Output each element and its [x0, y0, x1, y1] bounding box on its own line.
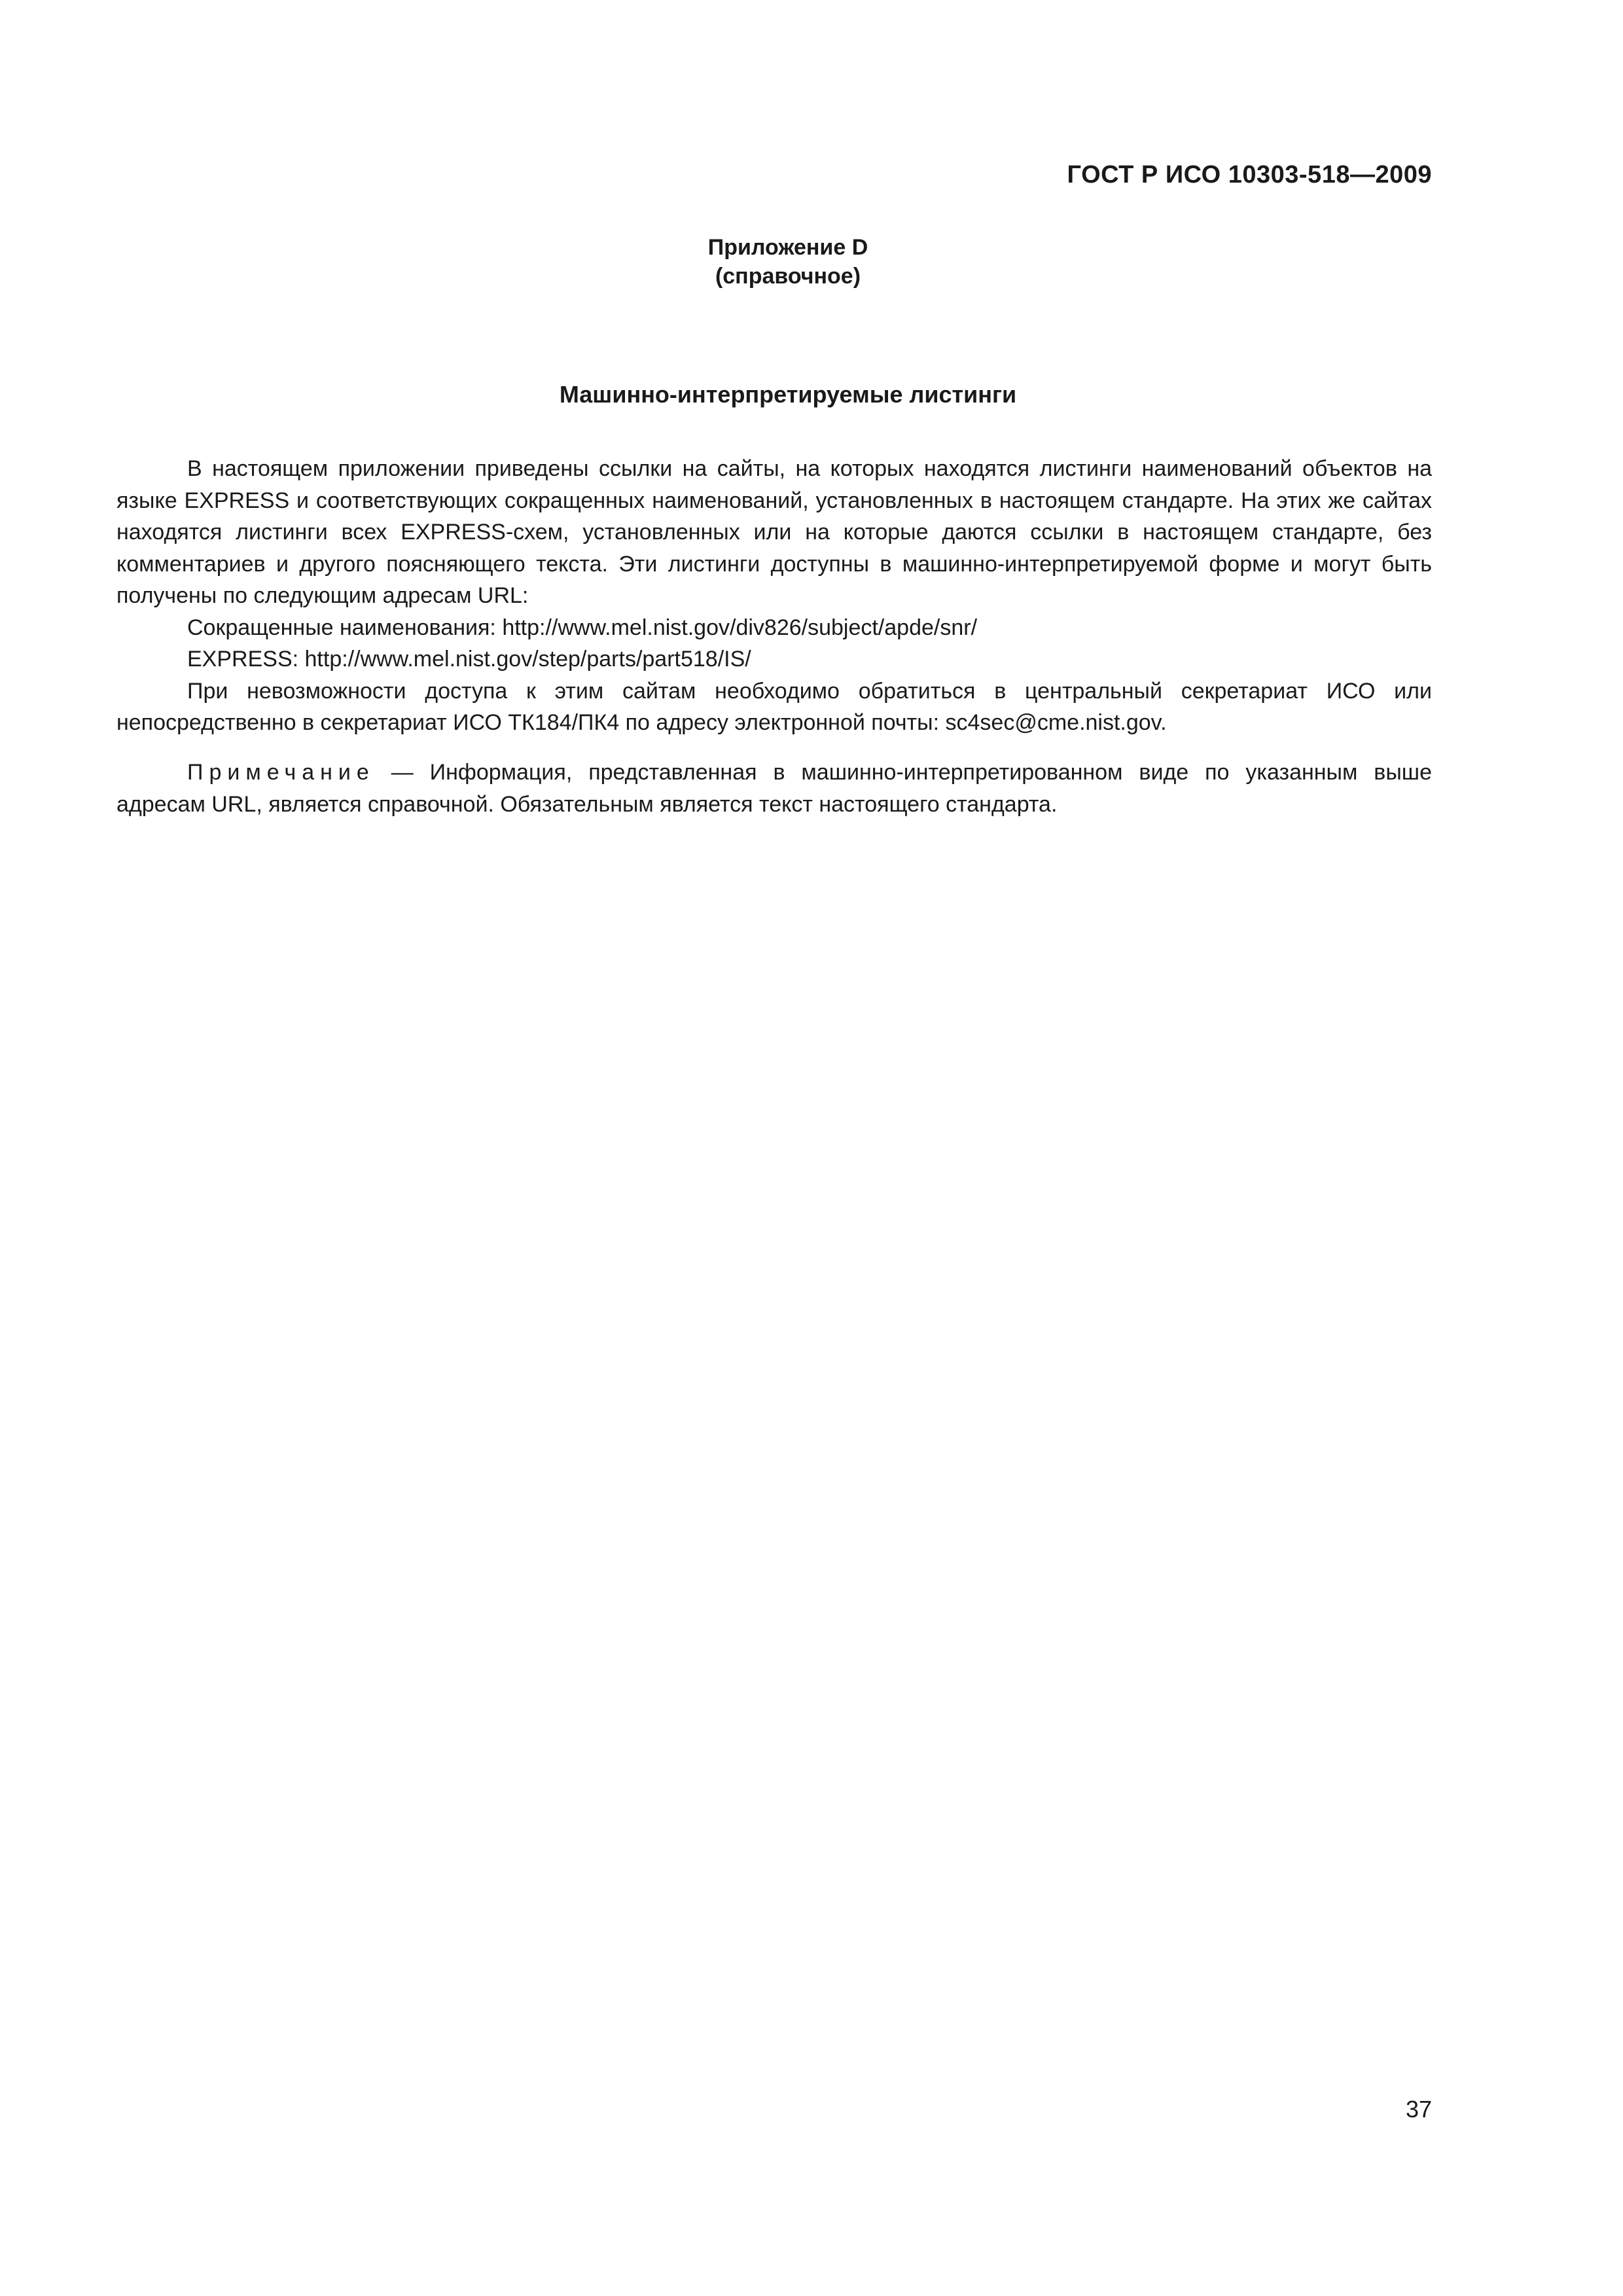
appendix-type: (справочное): [715, 264, 861, 289]
note-text: — Информация, представленная в машинно-интерпретированном виде по указанным выше адресам URL, является справочной. Обязательным является текст настоящего стандарта.: [116, 760, 1432, 817]
contact-paragraph: При невозможности доступа к этим сайтам необходимо обратиться в центральный секретариат ИСО или непосредственно в секретариат ИСО ТК184/ПК4 по адресу электронной почты: sc4sec@cme.nist.gov.: [116, 678, 1432, 735]
document-code: ГОСТ Р ИСО 10303-518—2009: [1067, 161, 1432, 188]
appendix-heading: [0, 233, 1576, 291]
intro-paragraph: В настоящем приложении приведены ссылки на сайты, на которых находятся листинги наименований объектов на языке EXPRESS и соответствующих сокращенных наименований, установленных в настоящем стандарте. На этих же сайтах находятся листинги всех EXPRESS-схем, установленных или на которые даются ссылки в настоящем стандарте, без комментариев и другого поясняющего текста. Эти листинги доступны в машинно-интерпретируемой форме и могут быть получены по следующим адресам URL:: [116, 456, 1432, 608]
body-text: [116, 453, 1432, 739]
express-url-line: EXPRESS: http://www.mel.nist.gov/step/parts/part518/IS/: [187, 647, 751, 672]
short-names-url-line: Сокращенные наименования: http://www.mel.nist.gov/div826/subject/apde/snr/: [187, 615, 978, 640]
appendix-label: Приложение D: [707, 235, 868, 260]
page-number: 37: [1405, 2096, 1432, 2123]
section-title: Машинно-интерпретируемые листинги: [559, 381, 1017, 408]
note-label: Примечание: [187, 760, 375, 785]
note-paragraph: [116, 757, 1432, 820]
